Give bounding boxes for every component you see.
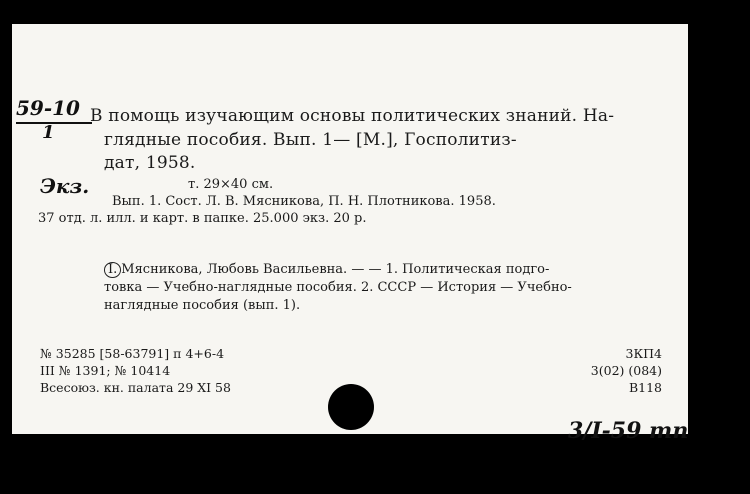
punch-hole xyxy=(328,384,374,430)
title-line-1: В помощь изучающим основы политических знаний. На- xyxy=(90,106,615,126)
shelfmark-bottom: 1 xyxy=(42,122,55,143)
title-line-2: глядные пособия. Вып. 1— [М.], Госполитиз- xyxy=(104,130,517,150)
tracing-text-1: Мясникова, Любовь Васильевна. — — 1. Политическая подго- xyxy=(121,262,550,277)
handwritten-note: Экз. xyxy=(40,174,90,198)
title-line-3: дат, 1958. xyxy=(104,153,196,173)
footer-right-line-1: 3КП4 xyxy=(625,346,662,361)
format-line: т. 29×40 см. xyxy=(188,177,274,192)
footer-left-line-3: Всесоюз. кн. палата 29 XI 58 xyxy=(40,380,231,395)
catalog-card xyxy=(12,24,689,444)
tracing-marker: I. xyxy=(104,262,121,278)
tracing-line-2: товка — Учебно-наглядные пособия. 2. СССР — История — Учебно- xyxy=(104,280,572,295)
handwritten-corner-note: 3/I-59 mn xyxy=(568,418,689,444)
footer-left-line-2: III № 1391; № 10414 xyxy=(40,363,171,378)
footer-left-line-1: № 35285 [58-63791] п 4+6-4 xyxy=(40,346,225,361)
footer-right-line-2: 3(02) (084) xyxy=(590,363,662,378)
shelfmark-top: 59-10 xyxy=(16,96,80,120)
footer-right-line-3: В118 xyxy=(628,380,662,395)
tracing-line-3: наглядные пособия (вып. 1). xyxy=(104,298,301,313)
volume-line-2: 37 отд. л. илл. и карт. в папке. 25.000 экз. 20 р. xyxy=(38,211,367,226)
volume-line-1: Вып. 1. Сост. Л. В. Мясникова, П. Н. Плотникова. 1958. xyxy=(112,194,496,209)
tracing-line-1 xyxy=(104,262,549,278)
